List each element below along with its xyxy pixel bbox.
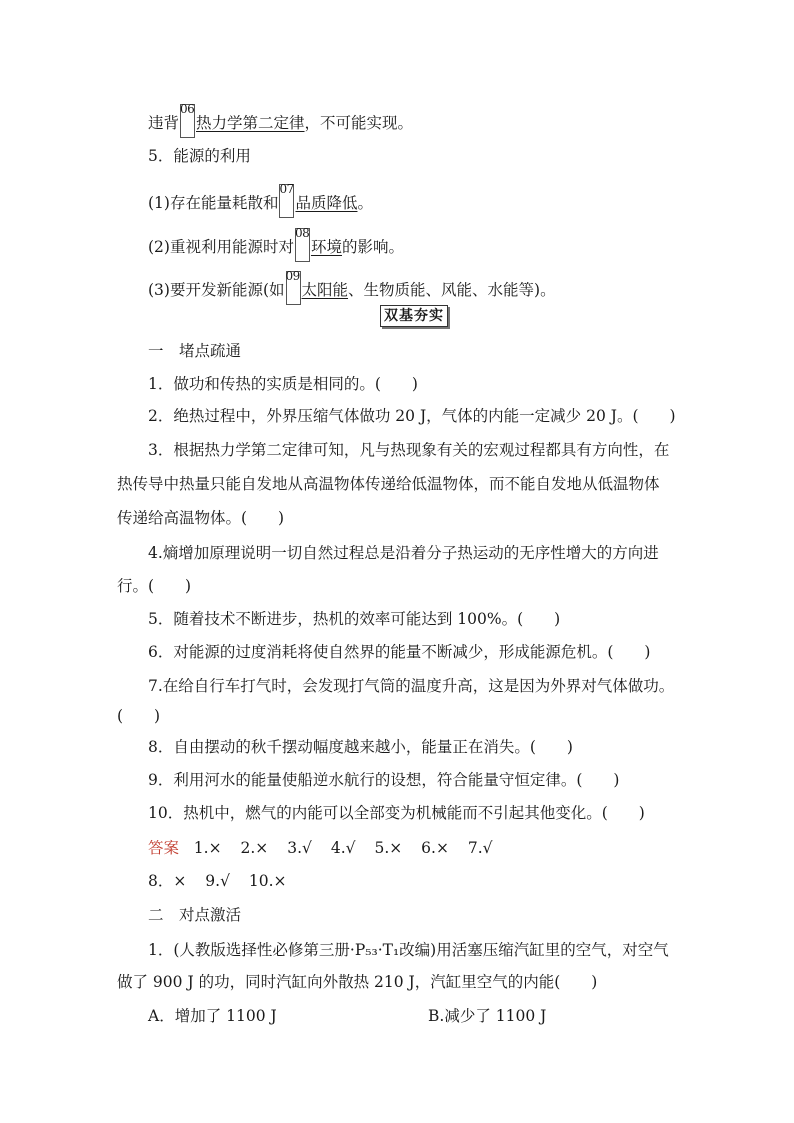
blank-number: 06 (180, 102, 195, 116)
line-text: ，不可能实现。 (304, 114, 414, 132)
answer-item: 9.√ (205, 872, 230, 890)
question-3-line-1: 3．根据热力学第二定律可知，凡与热现象有关的宏观过程都具有方向性，在 (148, 441, 670, 459)
question-4-line-2: 行。( ) (117, 577, 192, 595)
text-line-item3 (148, 271, 556, 305)
part-heading-1: 一 堵点疏通 (148, 342, 242, 360)
question-8: 8．自由摆动的秋千摆动幅度越来越小，能量正在消失。( ) (148, 738, 573, 756)
answer-item: 10.× (248, 872, 287, 890)
blank-box-06 (180, 104, 195, 138)
answer-item: 6.× (421, 839, 449, 857)
answer-label: 答案 (148, 839, 180, 857)
blank-box-09 (286, 271, 301, 305)
option-b: B.减少了 1100 J (428, 1007, 547, 1025)
question-9: 9．利用河水的能量使船逆水航行的设想，符合能量守恒定律。( ) (148, 771, 620, 789)
blank-number: 09 (285, 269, 300, 283)
question-6: 6．对能源的过度消耗将使自然界的能量不断减少，形成能源危机。( ) (148, 643, 651, 661)
problem-1-line-2: 做了 900 J 的功，同时汽缸向外散热 210 J，汽缸里空气的内能( ) (117, 973, 598, 991)
question-2: 2．绝热过程中，外界压缩气体做功 20 J，气体的内能一定减少 20 J。( ) (148, 407, 676, 425)
question-7-line-1: 7.在给自行车打气时，会发现打气筒的温度升高，这是因为外界对气体做功。 (148, 677, 675, 695)
question-3-line-3: 传递给高温物体。( ) (117, 509, 285, 527)
blank-box-07 (279, 184, 294, 218)
line-text: (2)重视利用能源时对 (148, 238, 294, 256)
section-title-box: 双基夯实 (380, 305, 448, 327)
answer-item: 4.√ (330, 839, 356, 857)
answer-item: 8．× (148, 872, 187, 890)
question-1: 1．做功和传热的实质是相同的。( ) (148, 375, 418, 393)
line-text: 、生物质能、风能、水能等)。 (348, 281, 556, 299)
answer-item: 1.× (193, 839, 222, 857)
line-text: 的影响。 (341, 238, 404, 256)
line-text: 。 (357, 194, 373, 212)
question-3-line-2: 热传导中热量只能自发地从高温物体传递给低温物体，而不能自发地从低温物体 (117, 475, 660, 493)
text-line-item1 (148, 184, 373, 218)
blank-box-08 (295, 228, 310, 262)
part-heading-2: 二 对点激活 (148, 906, 242, 924)
option-a: A．增加了 1100 J (148, 1007, 277, 1025)
question-7-line-2: ( ) (117, 707, 161, 725)
line-text: (1)存在能量耗散和 (148, 194, 279, 212)
question-5: 5．随着技术不断进步，热机的效率可能达到 100%。( ) (148, 610, 561, 628)
question-4-line-1: 4.熵增加原理说明一切自然过程总是沿着分子热运动的无序性增大的方向进 (148, 544, 659, 562)
answers-line-2 (148, 871, 301, 891)
answer-item: 5.× (374, 839, 403, 857)
text-line-item2 (148, 228, 404, 262)
text-line-violates (148, 104, 413, 138)
fill-answer: 热力学第二定律 (196, 114, 305, 132)
fill-answer: 品质降低 (295, 194, 358, 212)
problem-1-line-1: 1．(人教版选择性必修第三册·P₅₃·T₁改编)用活塞压缩汽缸里的空气，对空气 (148, 941, 669, 959)
answer-item: 2.× (240, 839, 269, 857)
question-10: 10．热机中，燃气的内能可以全部变为机械能而不引起其他变化。( ) (148, 804, 645, 822)
line-text: 违背 (148, 114, 180, 132)
blank-number: 08 (294, 226, 310, 240)
answer-item: 7.√ (467, 839, 493, 857)
blank-number: 07 (279, 182, 294, 196)
answer-item: 3.√ (287, 839, 312, 857)
heading-energy-use: 5．能源的利用 (148, 147, 251, 165)
fill-answer: 环境 (310, 238, 342, 256)
fill-answer: 太阳能 (301, 281, 349, 299)
answers-line-1 (148, 838, 507, 858)
line-text: (3)要开发新能源(如 (148, 281, 285, 299)
